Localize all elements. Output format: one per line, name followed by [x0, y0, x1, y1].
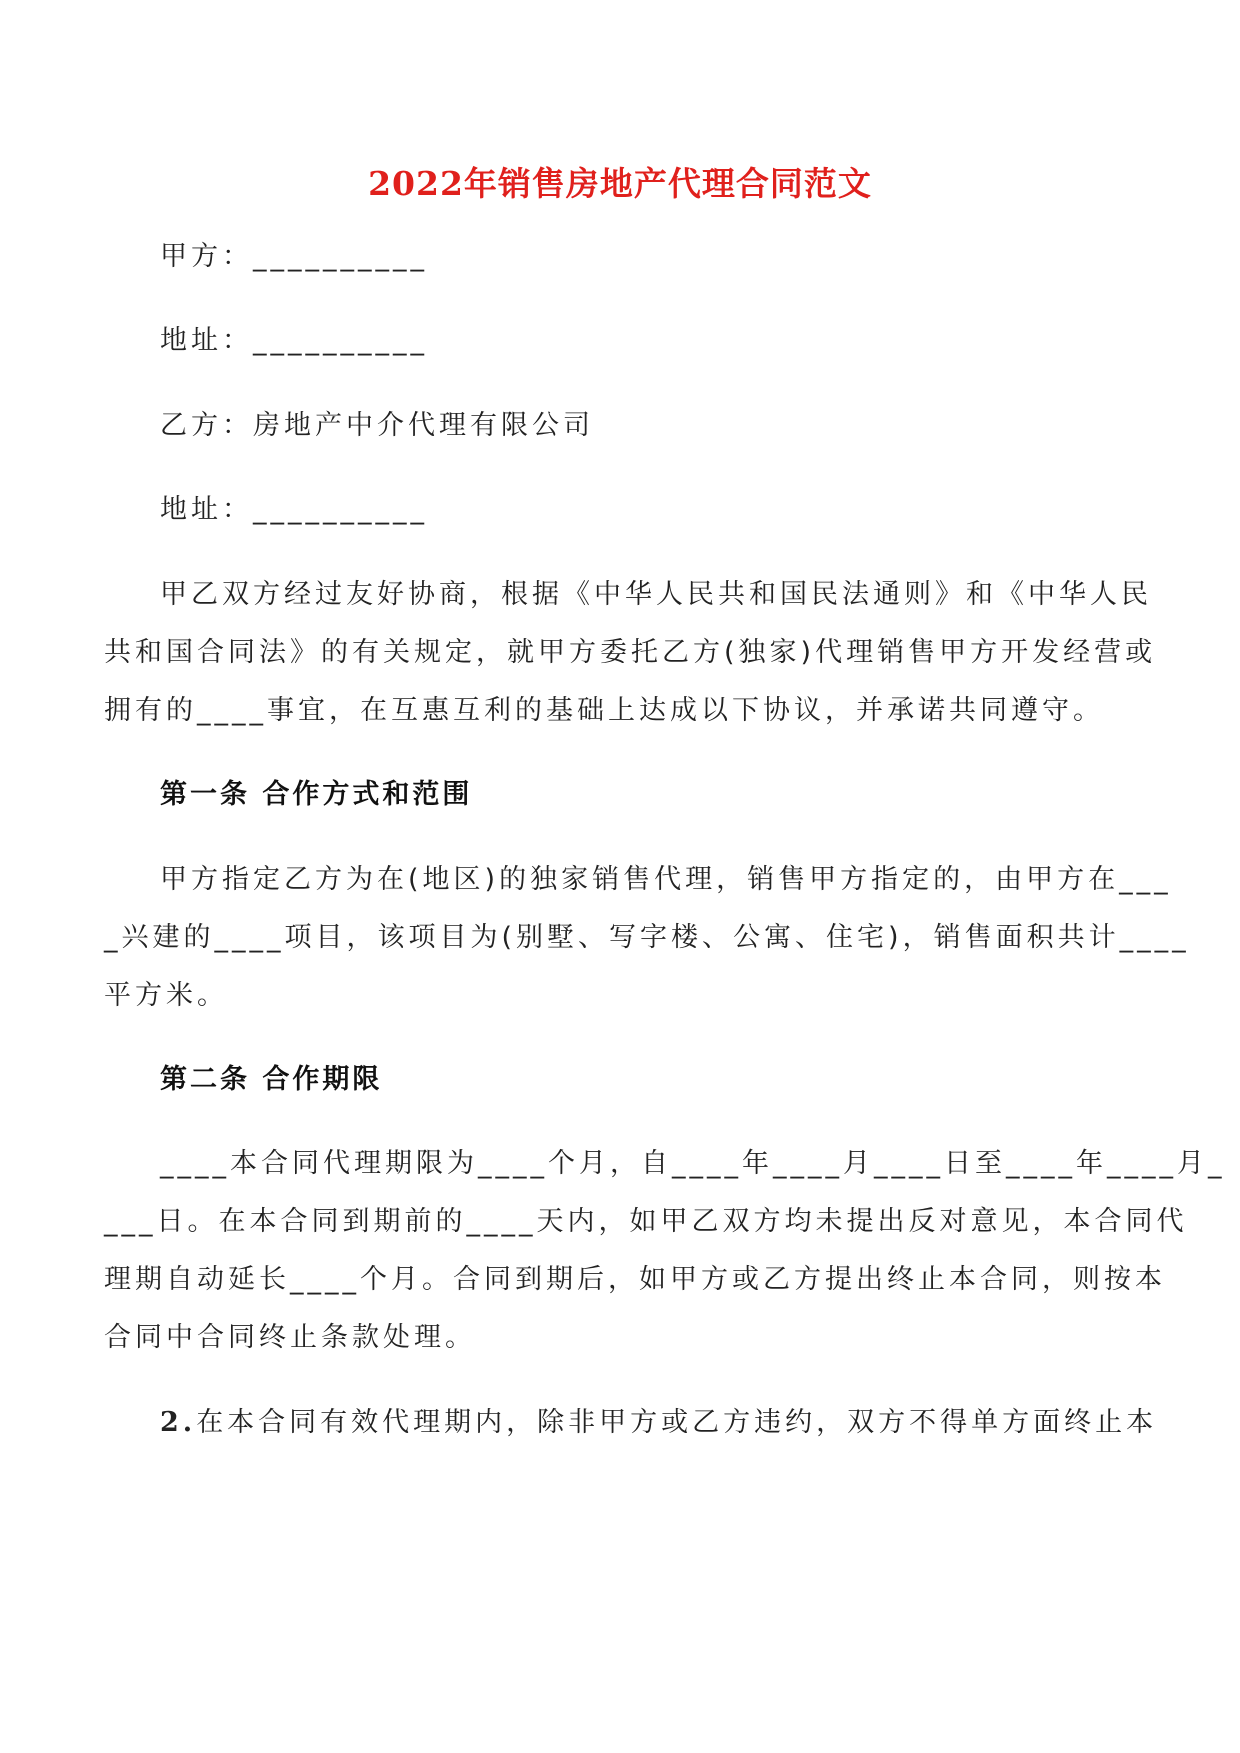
intro-line-1: 甲乙双方经过友好协商，根据《中华人民共和国民法通则》和《中华人民: [160, 579, 1152, 610]
article-2-line-1: ____本合同代理期限为____个月，自____年____月____日至____年____月_: [160, 1148, 1226, 1179]
article-2-line-2: ___日。在本合同到期前的____天内，如甲乙双方均未提出反对意见，本合同代: [104, 1206, 1188, 1237]
party-b-line: 乙方：房地产中介代理有限公司: [160, 410, 594, 441]
article-2-heading: 第二条 合作期限: [160, 1064, 383, 1095]
intro-line-2: 共和国合同法》的有关规定，就甲方委托乙方(独家)代理销售甲方开发经营或: [104, 637, 1157, 668]
article-1-line-1: 甲方指定乙方为在(地区)的独家销售代理，销售甲方指定的，由甲方在___: [160, 864, 1172, 895]
document-title: 2022年销售房地产代理合同范文: [368, 164, 872, 203]
article-1-line-2: _兴建的____项目，该项目为(别墅、写字楼、公寓、住宅)，销售面积共计____: [104, 922, 1190, 953]
article-1-heading: 第一条 合作方式和范围: [160, 779, 473, 810]
clause-2-line: [160, 1400, 1157, 1439]
article-1-line-3: 平方米。: [104, 980, 228, 1011]
article-2-line-4: 合同中合同终止条款处理。: [104, 1322, 476, 1353]
party-a-line: 甲方：__________: [160, 241, 428, 272]
address-a-line: 地址：__________: [160, 325, 428, 356]
article-2-line-3: 理期自动延长____个月。合同到期后，如甲方或乙方提出终止本合同，则按本: [104, 1264, 1166, 1295]
intro-line-3: 拥有的____事宜，在互惠互利的基础上达成以下协议，并承诺共同遵守。: [104, 695, 1104, 726]
address-b-line: 地址：__________: [160, 494, 428, 525]
clause-2-number: 2.: [160, 1407, 197, 1438]
clause-2-text: 在本合同有效代理期内，除非甲方或乙方违约，双方不得单方面终止本: [196, 1407, 1158, 1438]
